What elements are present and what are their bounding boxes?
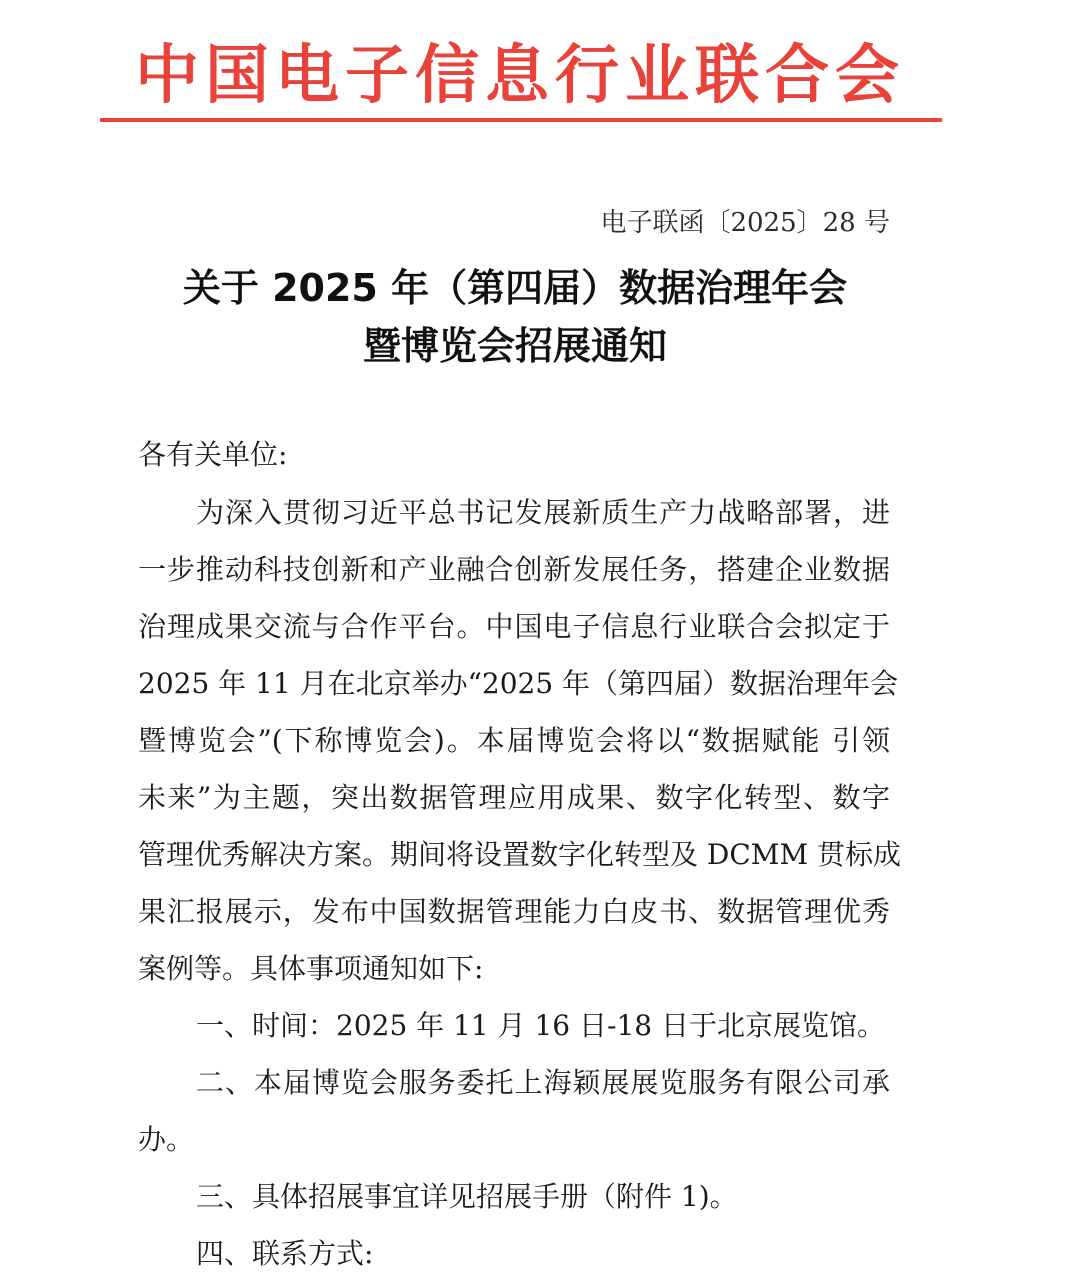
paragraph-line: 治理成果交流与合作平台。中国电子信息行业联合会拟定于 <box>138 610 890 643</box>
paragraph-line: 果汇报展示，发布中国数据管理能力白皮书、数据管理优秀 <box>138 895 890 928</box>
item-time: 一、时间：2025 年 11 月 16 日-18 日于北京展览馆。 <box>196 1009 886 1042</box>
letterhead-red-rule <box>100 118 942 122</box>
paragraph-line: 为深入贯彻习近平总书记发展新质生产力战略部署，进 <box>196 496 890 529</box>
item-organizer-line-1: 二、本届博览会服务委托上海颖展展览服务有限公司承 <box>196 1066 890 1099</box>
paragraph-line: 暨博览会”(下称博览会)。本届博览会将以“数据赋能 引领 <box>138 724 890 757</box>
paragraph-line: 一步推动科技创新和产业融合创新发展任务，搭建企业数据 <box>138 553 890 586</box>
salutation: 各有关单位: <box>138 438 288 471</box>
organization-name: 中国电子信息行业联合会 <box>135 39 905 113</box>
paragraph-line: 案例等。具体事项通知如下: <box>138 952 484 985</box>
paragraph-line: 2025 年 11 月在北京举办“2025 年（第四届）数据治理年会 <box>138 667 899 700</box>
item-exhibition-manual: 三、具体招展事宜详见招展手册（附件 1)。 <box>196 1180 738 1213</box>
title-line-1: 关于 2025 年（第四届）数据治理年会 <box>182 266 848 310</box>
item-contact: 四、联系方式: <box>196 1237 374 1270</box>
item-organizer-line-2: 办。 <box>138 1123 195 1156</box>
title-line-2: 暨博览会招展通知 <box>362 324 667 368</box>
paragraph-line: 管理优秀解决方案。期间将设置数字化转型及 DCMM 贯标成 <box>138 838 902 871</box>
document-number: 电子联函〔2025〕28 号 <box>600 208 890 238</box>
paragraph-line: 未来”为主题，突出数据管理应用成果、数字化转型、数字 <box>138 781 890 814</box>
